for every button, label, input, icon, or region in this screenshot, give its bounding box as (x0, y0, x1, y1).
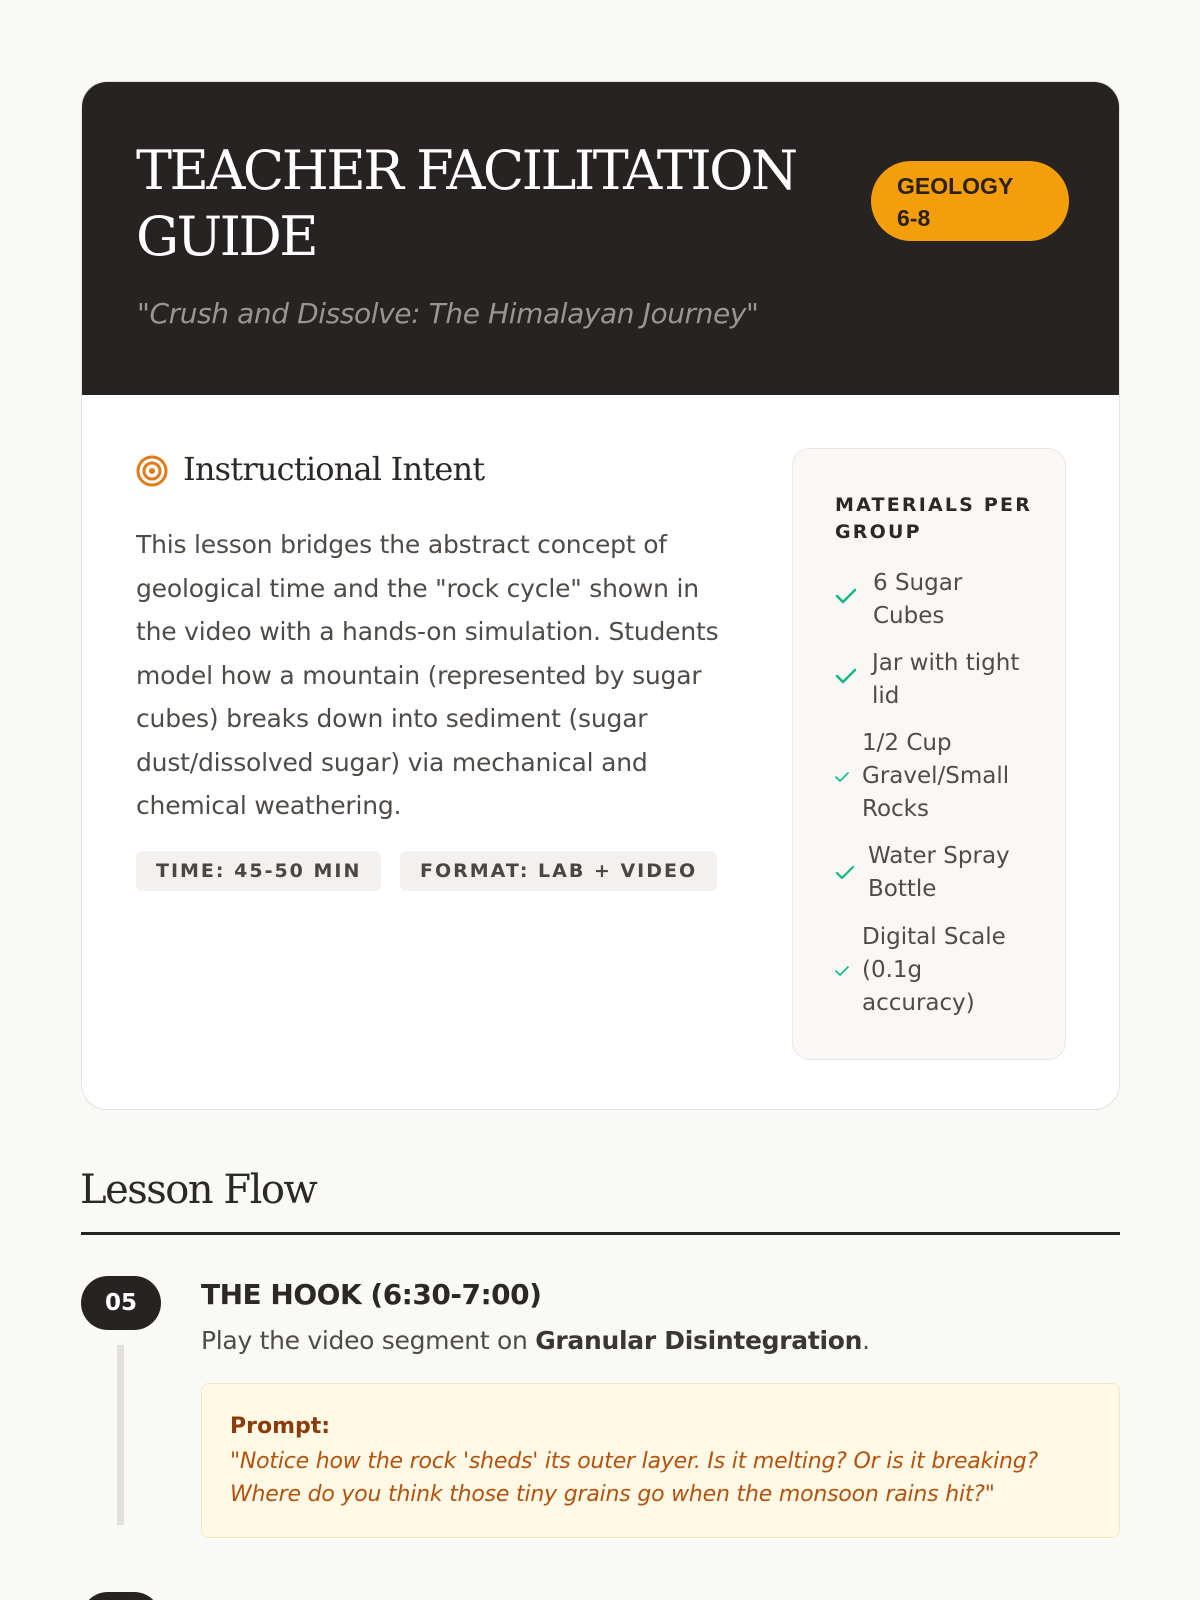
materials-list-item (835, 727, 1055, 829)
check-icon (835, 587, 857, 605)
prompt-callout (201, 1383, 1120, 1538)
section-divider (81, 1232, 1120, 1235)
lesson-subtitle: "Crush and Dissolve: The Himalayan Journey" (137, 297, 759, 330)
materials-list-item (835, 567, 1055, 637)
check-icon (835, 865, 855, 881)
check-icon (835, 965, 849, 977)
step-number-badge: 05 (81, 1276, 161, 1330)
subject-grade-badge: GEOLOGY 6-8 (871, 161, 1069, 241)
intent-heading: Instructional Intent (183, 450, 485, 488)
timeline-connector (117, 1345, 124, 1525)
intent-description: This lesson bridges the abstract concept of geological time and the "rock cycle" shown in the video with a hands-on simulation. Students model how a mountain (represented by sugar cubes) breaks down into sediment (sugar dust/dissolved sugar) via mechanical and chemical weathering. (136, 530, 719, 820)
materials-list-item (835, 921, 1055, 1023)
materials-panel (792, 448, 1066, 1060)
check-icon (835, 667, 857, 685)
materials-heading: MATERIALS PER GROUP (835, 494, 1033, 543)
target-icon (135, 454, 169, 488)
material-label: 6 Sugar Cubes (873, 570, 963, 629)
check-icon (835, 771, 849, 783)
step-description-end: . (862, 1326, 870, 1355)
page-title: TEACHER FACILITATION GUIDE (136, 139, 796, 268)
step-description (201, 1326, 870, 1355)
guide-card (81, 81, 1120, 1110)
guide-header (82, 82, 1119, 395)
material-label: Digital Scale (0.1g accuracy) (862, 924, 1006, 1016)
format-tag: FORMAT: LAB + VIDEO (400, 851, 717, 891)
lesson-flow-heading: Lesson Flow (80, 1167, 317, 1213)
step-description-emphasis: Granular Disintegration (535, 1326, 863, 1355)
material-label: Water Spray Bottle (868, 843, 1010, 902)
prompt-text: "Notice how the rock 'sheds' its outer layer. Is it melting? Or is it breaking? Where do you think those tiny grains go when the monsoon rains hit?" (230, 1449, 1039, 1507)
prompt-label: Prompt: (230, 1414, 331, 1439)
step-description-text: Play the video segment on (201, 1326, 536, 1355)
step-number-badge (81, 1592, 161, 1600)
step-title: THE HOOK (6:30-7:00) (201, 1278, 542, 1311)
materials-list-item (835, 840, 1055, 910)
material-label: Jar with tight lid (872, 650, 1020, 709)
materials-list-item (835, 647, 1055, 717)
material-label: 1/2 Cup Gravel/Small Rocks (862, 730, 1010, 822)
time-tag: TIME: 45-50 MIN (136, 851, 381, 891)
